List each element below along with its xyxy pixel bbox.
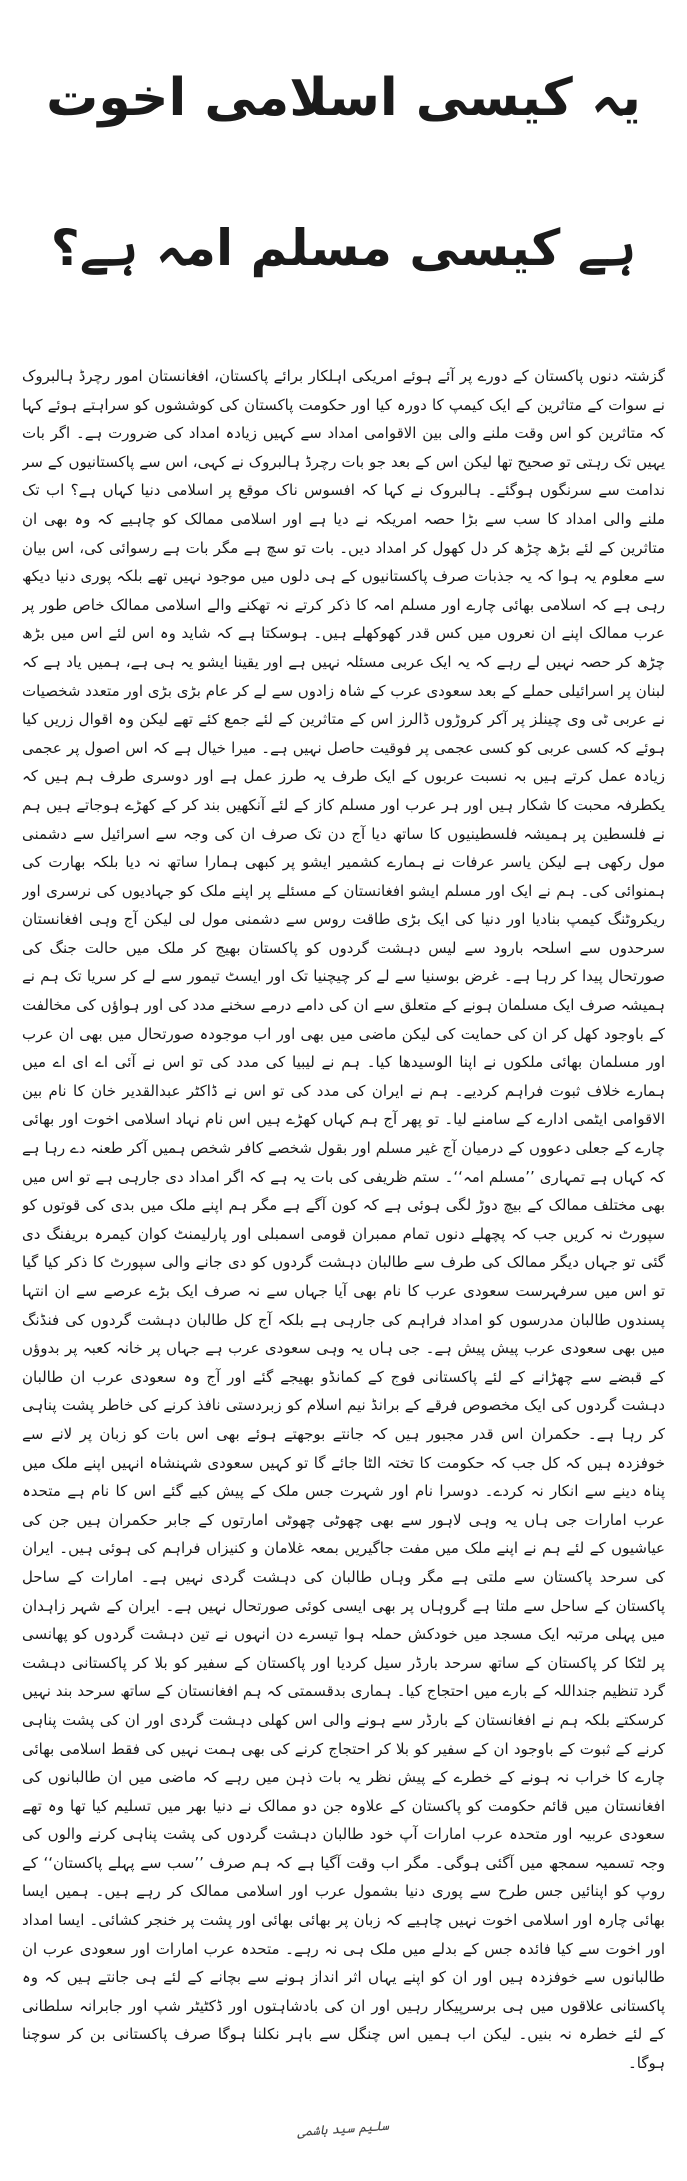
article-paragraph: گزشتہ دنوں پاکستان کے دورے پر آئے ہوئے امریکی اہلکار برائے پاکستان، افغانستان امور رچرڈ ہالبروک نے سوات کے متاثرین کے ایک کیمپ کا دورہ کیا اور حکومت پاکستان کی کوششوں کو سراہتے ہوئے کہا کہ متاثرین کو اس وقت ملنے والی بین الاقوامی امداد سے کہیں زیادہ امداد کی ضرورت ہے۔ اگر بات یہیں تک رہتی تو صحیح تھا لیکن اس کے بعد جو بات رچرڈ ہالبروک نے کہی، اس سے پاکستانیوں کے سر ندامت سے سرنگوں ہوگئے۔ ہالبروک نے کہا کہ افسوس ناک موقع پر اسلامی دنیا کہاں ہے؟ اب تک ملنے والی امداد کا سب سے بڑا حصہ امریکہ نے دیا ہے اور اسلامی ممالک کو چاہیے کہ وہ بھی ان متاثرین کے لئے بڑھ چڑھ کر دل کھول کر امداد دیں۔ بات تو سچ ہے مگر بات ہے رسوائی کی، اس بیان سے معلوم یہ ہوا کہ یہ جذبات صرف پاکستانیوں کے ہی دلوں میں موجود نہیں تھے بلکہ پوری دنیا دیکھ رہی ہے کہ اسلامی بھائی چارے اور مسلم امہ کا ذکر کرتے نہ تھکنے والے اسلامی ممالک خاص طور پر عرب ممالک اپنے ان نعروں میں کس قدر کھوکھلے ہیں۔ ہوسکتا ہے کہ شاید وہ اس لئے اس میں بڑھ چڑھ کر حصہ نہیں لے رہے کہ یہ ایک عربی مسئلہ نہیں ہے اور یقینا ایشو یہ ہی ہے، ہمیں یاد ہے کہ لبنان پر اسرائیلی حملے کے بعد سعودی عرب کے شاہ زادوں سے لے کر عام بڑی بڑی اور متعدد شخصیات نے عربی ٹی وی چینلز پر آکر کروڑوں ڈالرز اس کے متاثرین کے لئے جمع کئے تھے لیکن وہ اقوال زریں کیا ہوئے کہ کسی عربی کو کسی عجمی پر فوقیت حاصل نہیں ہے۔ میرا خیال ہے کہ اس اصول پر عجمی زیادہ عمل کرتے ہیں بہ نسبت عربوں کے ایک طرف یہ طرز عمل ہے اور دوسری طرف ہم ہیں کہ یکطرفہ محبت کا شکار ہیں اور ہر عرب اور مسلم کاز کے لئے آنکھیں بند کر کے کھڑے ہوجاتے ہیں ہم نے فلسطین پر ہمیشہ فلسطینیوں کا ساتھ دیا آج دن تک صرف ان کی وجہ سے اسرائیل سے دشمنی مول رکھی ہے لیکن یاسر عرفات نے ہمارے کشمیر ایشو پر کبھی ہمارا ساتھ نہ دیا بلکہ بھارت کی ہمنوائی کی۔ ہم نے ایک اور مسلم ایشو افغانستان کے مسئلے پر اپنے ملک کو جہادیوں کی نرسری اور ریکروٹنگ کیمپ بنادیا اور دنیا کی ایک بڑی طاقت روس سے دشمنی مول لی لیکن آج وہی افغانستان سرحدوں سے اسلحہ بارود سے لیس دہشت گردوں کو پاکستان بھیج کر ملک میں حالت جنگ کی صورتحال پیدا کر رہا ہے۔ غرض بوسنیا سے لے کر چیچنیا تک اور ایسٹ تیمور سے لے کر سریا تک ہم نے ہمیشہ صرف ایک مسلمان ہونے کے متعلق سے ان کی دامے درمے سخنے مدد کی اور ہواؤں کی مخالفت کے باوجود کھل کر ان کی حمایت کی لیکن ماضی میں بھی اور اب موجودہ صورتحال میں بھی ان عرب اور مسلمان بھائی ملکوں نے اپنا الوسیدھا کیا۔ ہم نے لیبیا کی مدد کی تو اس نے آئی اے ای اے میں ہمارے خلاف ثبوت فراہم کردیے۔ ہم نے ایران کی مدد کی تو اس نے ڈاکٹر عبدالقدیر خان کا نام بین الاقوامی ایٹمی ادارے کے سامنے لیا۔ تو پھر آج ہم کہاں کھڑے ہیں اس نام نہاد اسلامی اخوت اور بھائی چارے کے جعلی دعووں کے درمیان آج غیر مسلم اور بقول شخصے کافر شخص ہمیں آکر طعنہ دے رہا ہے کہ کہاں ہے تمہاری ’’مسلم امہ‘‘۔ ستم ظریفی کی بات یہ ہے کہ اگر امداد دی جارہی ہے تو اس میں بھی مختلف ممالک کے بیچ دوڑ لگی ہوئی ہے کہ کون آگے ہے مگر ہم اپنے ملک میں بدی کی قوتوں کو سپورٹ نہ کریں جب کہ پچھلے دنوں تمام ممبران قومی اسمبلی اور پارلیمنٹ کوان کیمرہ بریفنگ دی گئی تو جہاں دیگر ممالک کی طرف سے طالبان دہشت گردوں کو دی جانے والی سپورٹ کا ذکر کیا گیا تو اس میں سرفہرست سعودی عرب کا نام بھی آیا جہاں سے نہ صرف ایک بڑے عرصے سے ان انتہا پسندوں طالبان مدرسوں کو امداد فراہم کی جارہی ہے بلکہ آج کل طالبان دہشت گردوں کی فنڈنگ میں بھی سعودی عرب پیش پیش ہے۔ جی ہاں یہ وہی سعودی عرب ہے جہاں پر خانہ کعبہ پر بدوؤں کے قبضے سے چھڑانے کے لئے پاکستانی فوج کے کمانڈو بھیجے گئے اور آج وہ سعودی عرب ان طالبان دہشت گردوں کی ایک مخصوص فرقے کے برانڈ نیم اسلام کو زبردستی نافذ کرنے کی خاطر پشت پناہی کر رہا ہے۔ حکمران اس قدر مجبور ہیں کہ جانتے بوجھتے ہوئے بھی اس بات کو زبان پر لانے سے خوفزدہ ہیں کہ کل جب کہ حکومت کا تختہ الٹا جائے گا تو کہیں سعودی شہنشاہ انہیں اپنے ملک میں پناہ دینے سے انکار نہ کردے۔ دوسرا نام اور شہرت جس ملک کے پیش کیے گئے اس کا نام ہے متحدہ عرب امارات جی ہاں یہ وہی لاہور سے بھی چھوٹی چھوٹی امارتوں کے جابر حکمران ہیں جن کی عیاشیوں کے لئے ہم نے اپنے ملک میں مفت جاگیریں بمعہ غلامان و کنیزاں فراہم کی ہوئی ہیں۔ ایران کی سرحد پاکستان سے ملتی ہے مگر وہاں طالبان کی دہشت گردی نہیں ہے۔ امارات کے ساحل پاکستان کے ساحل سے ملتا ہے گروہاں پر بھی ایسی کوئی صورتحال نہیں ہے۔ ایران کے شہر زاہدان میں پہلی مرتبہ ایک مسجد میں خودکش حملہ ہوا تیسرے دن انہوں نے تین دہشت گردوں کو پھانسی پر لٹکا کر پاکستان کے ساتھ سرحد بارڈر سیل کردیا اور پاکستان کے سفیر کو بلا کر پاکستانی دہشت گرد تنظیم جنداللہ کے بارے میں احتجاج کیا۔ ہماری بدقسمتی کہ ہم افغانستان کے ساتھ سرحد بند نہیں کرسکتے بلکہ ہم نے افغانستان کے بارڈر سے ہونے والی اس کھلی دہشت گردی اور ان کی پشت پناہی کرنے کے ثبوت کے باوجود ان کے سفیر کو بلا کر احتجاج کرنے کی بھی ہمت نہیں کی فقط اسلامی بھائی چارے کا خراب نہ ہونے کے خطرے کے پیش نظر یہ بات ذہن میں رہے کہ ماضی میں ان طالبانوں کی افغانستان میں قائم حکومت کو پاکستان کے علاوہ جن دو ممالک نے دنیا بھر میں تسلیم کیا تھا وہ تھے سعودی عربیہ اور متحدہ عرب امارات آپ خود طالبان دہشت گردوں کی پشت پناہی کرنے والوں کی وجہ تسمیہ سمجھ میں آگئی ہوگی۔ مگر اب وقت آگیا ہے کہ ہم صرف ’’سب سے پہلے پاکستان‘‘ کے روپ کو اپنائیں جس طرح سے پوری دنیا بشمول عرب اور اسلامی ممالک کر رہے ہیں۔ ہمیں ایسا بھائی چارہ اور اسلامی اخوت نہیں چاہیے کہ زبان پر بھائی بھائی اور پشت پر خنجر کشائی۔ ایسا امداد اور اخوت سے کیا فائدہ جس کے بدلے میں ملک ہی نہ رہے۔ متحدہ عرب امارات اور سعودی عرب ان طالبانوں سے خوفزدہ ہیں اور ان کو اپنے یہاں اثر انداز ہونے سے بچانے کے لئے ہی جانتے ہیں کہ وہ پاکستانی علاقوں میں ہی برسرپیکار رہیں اور ان کی بادشاہتوں اور ڈکٹیٹر شپ اور جابرانہ سلطانی کے لئے خطرہ نہ بنیں۔ لیکن اب ہمیں اس چنگل سے باہر نکلنا ہوگا صرف پاکستانی بن کر سوچنا ہوگا۔ — [22, 367, 665, 2073]
article-body — [22, 362, 665, 2107]
headline-line-2: ہے کیسی مسلم امہ ہے؟ — [50, 219, 637, 277]
author-signature — [0, 2118, 687, 2141]
headline — [0, 0, 687, 358]
headline-line-1: یہ کیسی اسلامی اخوت — [46, 68, 641, 128]
signature-text: سلیم سید ہاشمی — [297, 2118, 390, 2141]
